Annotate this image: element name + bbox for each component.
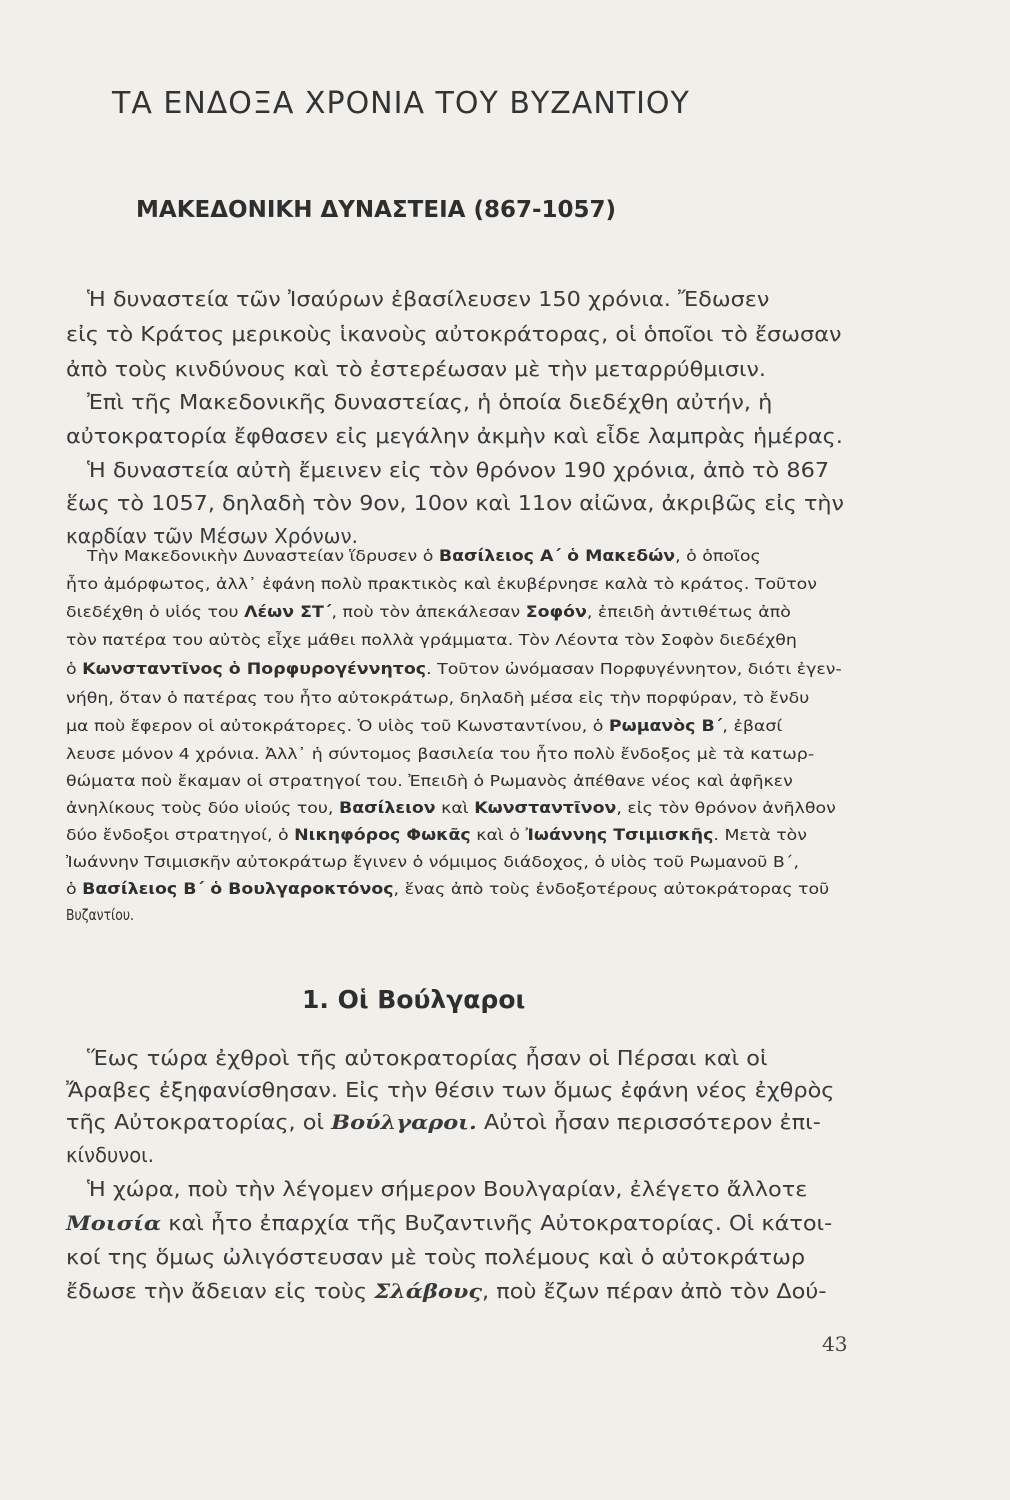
intro-line: Ἐπὶ τῆς Μακεδονικῆς δυναστείας, ἡ ὁποία διεδέχθη αὐτήν, ἡ	[87, 390, 773, 414]
emphasized-text: Σοφόν	[525, 603, 587, 621]
summary-line	[66, 717, 782, 735]
emphasized-text: Βασίλειος Α΄ ὁ Μακεδών	[438, 547, 676, 565]
text-run: Βυζαντίου.	[66, 906, 134, 924]
intro-line: αὐτοκρατορία ἔφθασεν εἰς μεγάλην ἀκμὴν καὶ εἶδε λαμπρὰς ἡμέρας.	[66, 424, 843, 448]
text-run: καὶ ἦτο ἐπαρχία τῆς Βυζαντινῆς Αὐτοκρατορίας. Οἱ κάτοι-	[161, 1211, 833, 1235]
text-run: διεδέχθη ὁ υἱός του	[66, 603, 245, 621]
emphasized-text: Βασίλειος Β΄ ὁ Βουλγαροκτόνος	[82, 880, 394, 898]
intro-line: ἕως τὸ 1057, δηλαδὴ τὸν 9ον, 10ον καὶ 11ον αἰῶνα, ἀκριβῶς εἰς τὴν	[66, 491, 844, 515]
section-line	[66, 1110, 821, 1134]
page-title: ΤΑ ΕΝΔΟΞΑ ΧΡΟΝΙΑ ΤΟΥ ΒΥΖΑΝΤΙΟΥ	[112, 86, 690, 121]
text-run: Ἰωάννην Τσιμισκῆν αὐτοκράτωρ ἔγινεν ὁ νόμιμος διάδοχος, ὁ υἱὸς τοῦ Ρωμανοῦ Β΄,	[66, 853, 799, 871]
summary-line	[66, 906, 134, 924]
emphasized-text: Λέων ΣΤ΄	[244, 603, 332, 621]
text-run: ὁ	[66, 660, 83, 678]
text-run: , ἕνας ἀπὸ τοὺς ἐνδοξοτέρους αὐτοκράτορας τοῦ	[393, 880, 830, 898]
text-run: τὸν πατέρα του αὐτὸς εἶχε μάθει πολλὰ γράμματα. Τὸν Λέοντα τὸν Σοφὸν διεδέχθη	[66, 631, 797, 649]
text-run: ἔδωσε τὴν ἄδειαν εἰς τοὺς	[66, 1279, 375, 1303]
summary-line	[66, 826, 807, 844]
emphasized-text: Μοισία	[66, 1211, 162, 1235]
text-run: θώματα ποὺ ἔκαμαν οἱ στρατηγοί του. Ἐπειδὴ ὁ Ρωμανὸς ἀπέθανε νέος καὶ ἀφῆκεν	[66, 772, 793, 790]
emphasized-text: Βούλγαροι.	[331, 1110, 477, 1134]
text-run: Αὐτοὶ ἦσαν περισσότερον ἐπι-	[476, 1110, 821, 1134]
text-run: νήθη, ὅταν ὁ πατέρας του ἦτο αὐτοκράτωρ, δηλαδὴ μέσα εἰς τὴν πορφύραν, τὸ ἔνδυ	[66, 689, 810, 707]
summary-line	[66, 745, 814, 763]
text-run: κίνδυνοι.	[66, 1143, 154, 1167]
section-line	[66, 1279, 826, 1303]
text-run: Ἄραβες ἐξηφανίσθησαν. Εἰς τὴν θέσιν των ὅμως ἐφάνη νέος ἐχθρὸς	[66, 1078, 835, 1102]
section-line	[66, 1078, 834, 1102]
text-run: τῆς Αὐτοκρατορίας, οἱ	[66, 1110, 332, 1134]
emphasized-text: Κωνσταντῖνον	[474, 799, 617, 817]
text-run: , ἐπειδὴ ἀντιθέτως ἀπὸ	[586, 603, 791, 621]
text-run: , εἰς τὸν θρόνον ἀνῆλθον	[616, 799, 836, 817]
text-run: Ἡ χώρα, ποὺ τὴν λέγομεν σήμερον Βουλγαρίαν, ἐλέγετο ἄλλοτε	[87, 1177, 808, 1201]
text-run: , ποὺ τὸν ἀπεκάλεσαν	[331, 603, 526, 621]
section-line	[66, 1211, 832, 1235]
section-heading: 1. Οἱ Βούλγαροι	[302, 985, 526, 1014]
summary-line	[66, 772, 793, 790]
intro-line: ἀπὸ τοὺς κινδύνους καὶ τὸ ἐστερέωσαν μὲ τὴν μεταρρύθμισιν.	[66, 357, 766, 381]
intro-line: Ἡ δυναστεία αὐτὴ ἔμεινεν εἰς τὸν θρόνον 190 χρόνια, ἀπὸ τὸ 867	[87, 458, 830, 482]
intro-line: Ἡ δυναστεία τῶν Ἰσαύρων ἐβασίλευσεν 150 χρόνια. Ἔδωσεν	[87, 287, 770, 311]
text-run: καὶ ὁ	[470, 826, 526, 844]
emphasized-text: Ἰωάννης Τσιμισκῆς	[525, 826, 714, 844]
emphasized-text: Βασίλειον	[338, 799, 436, 817]
summary-line	[66, 575, 817, 593]
text-run: Τὴν Μακεδονικὴν Δυναστείαν ἵδρυσεν ὁ	[87, 547, 439, 565]
text-run: . Μετὰ τὸν	[713, 826, 808, 844]
summary-line	[66, 631, 797, 649]
emphasized-text: Κωνσταντῖνος ὁ Πορφυρογέννητος	[82, 660, 427, 678]
summary-line	[66, 660, 842, 678]
text-run: κοί της ὅμως ὠλιγόστευσαν μὲ τοὺς πολέμους καὶ ὁ αὐτοκράτωρ	[66, 1245, 806, 1269]
summary-line	[87, 547, 761, 565]
text-run: ὁ	[66, 880, 83, 898]
emphasized-text: Νικηφόρος Φωκᾶς	[294, 826, 471, 844]
text-run: μα ποὺ ἔφερον οἱ αὐτοκράτορες. Ὁ υἱὸς τοῦ Κωνσταντίνου, ὁ	[66, 717, 609, 735]
text-run: δύο ἔνδοξοι στρατηγοί, ὁ	[66, 826, 295, 844]
section-line	[87, 1177, 807, 1201]
text-run: ἀνηλίκους τοὺς δύο υἱούς του,	[66, 799, 339, 817]
summary-line	[66, 799, 836, 817]
section-line	[66, 1245, 805, 1269]
text-run: , ὁ ὁποῖος	[675, 547, 761, 565]
intro-line: εἰς τὸ Κράτος μερικοὺς ἱκανοὺς αὐτοκράτορας, οἱ ὁποῖοι τὸ ἔσωσαν	[66, 322, 842, 346]
section-line	[87, 1046, 768, 1070]
text-run: λευσε μόνον 4 χρόνια. Ἀλλ᾿ ἡ σύντομος βασιλεία του ἦτο πολὺ ἔνδοξος μὲ τὰ κατωρ-	[66, 745, 815, 763]
intro-line: καρδίαν τῶν Μέσων Χρόνων.	[66, 524, 358, 548]
text-run: , ποὺ ἔζων πέραν ἀπὸ τὸν Δού-	[482, 1279, 827, 1303]
summary-line	[66, 880, 829, 898]
emphasized-text: Σλάβους	[374, 1279, 483, 1303]
text-run: καὶ	[435, 799, 475, 817]
emphasized-text: Ρωμανὸς Β΄	[608, 717, 723, 735]
summary-line	[66, 603, 791, 621]
chapter-subtitle: ΜΑΚΕΔΟΝΙΚΗ ΔΥΝΑΣΤΕΙΑ (867-1057)	[136, 197, 617, 223]
text-run: , ἐβασί	[722, 717, 783, 735]
text-run: . Τοῦτον ὠνόμασαν Πορφυγέννητον, διότι ἐγεν-	[426, 660, 842, 678]
summary-line	[66, 689, 809, 707]
section-line	[66, 1143, 154, 1167]
summary-line	[66, 853, 799, 871]
page-number: 43	[822, 1332, 848, 1356]
text-run: Ἕως τώρα ἐχθροὶ τῆς αὐτοκρατορίας ἦσαν οἱ Πέρσαι καὶ οἱ	[87, 1046, 768, 1070]
text-run: ἦτο ἀμόρφωτος, ἀλλ᾿ ἐφάνη πολὺ πρακτικὸς καὶ ἐκυβέρνησε καλὰ τὸ κράτος. Τοῦτον	[66, 575, 817, 593]
